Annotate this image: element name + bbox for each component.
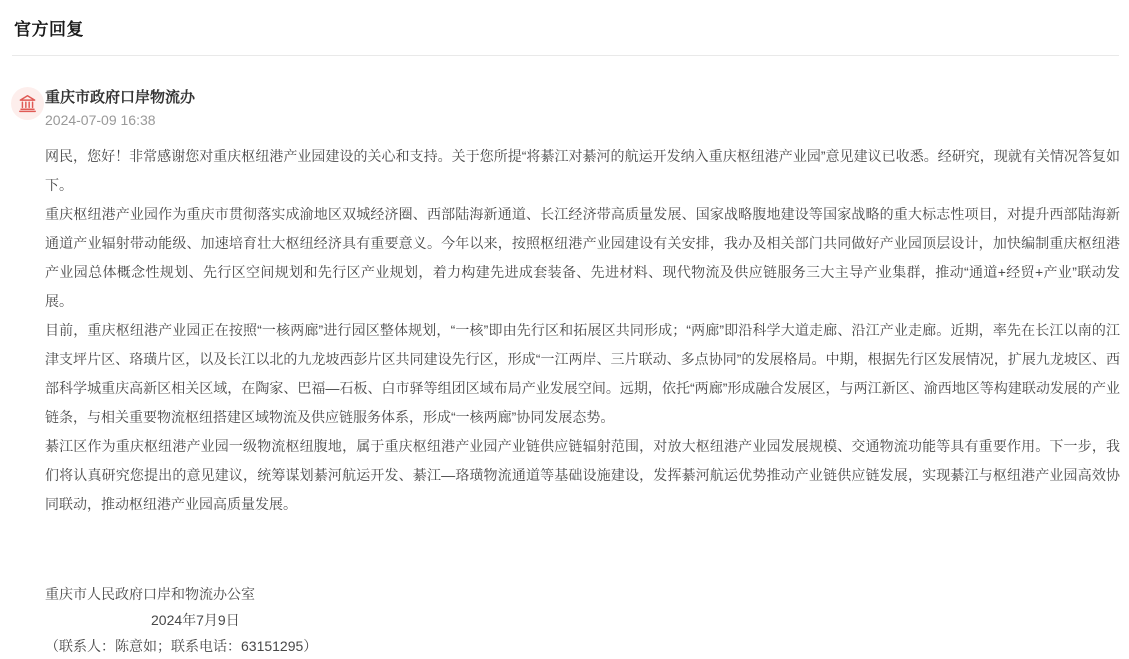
reply-main <box>45 87 1120 659</box>
reply-paragraph: 网民，您好！非常感谢您对重庆枢纽港产业园建设的关心和支持。关于您所提“将綦江对綦河的航运开发纳入重庆枢纽港产业园”意见建议已收悉。经研究，现就有关情况答复如下。 <box>45 148 1120 193</box>
signature-contact: （联系人：陈意如；联系电话：63151295） <box>45 638 318 654</box>
reply-paragraph: 綦江区作为重庆枢纽港产业园一级物流枢纽腹地，属于重庆枢纽港产业园产业链供应链辐射范围，对放大枢纽港产业园发展规模、交通物流功能等具有重要作用。下一步，我们将认真研究您提出的意见建议，统筹谋划綦河航运开发、綦江—珞璜物流通道等基础设施建设，发挥綦河航运优势推动产业链供应链发展，实现綦江与枢纽港产业园高效协同联动，推动枢纽港产业园高质量发展。 <box>45 438 1120 512</box>
reply-author: 重庆市政府口岸物流办 <box>45 89 196 106</box>
signature-org: 重庆市人民政府口岸和物流办公室 <box>45 586 255 602</box>
signature-block <box>45 581 1120 659</box>
avatar <box>11 87 44 120</box>
reply-datetime: 2024-07-09 16:38 <box>45 112 156 128</box>
reply-body <box>45 142 1120 519</box>
reply-paragraph: 重庆枢纽港产业园作为重庆市贯彻落实成渝地区双城经济圈、西部陆海新通道、长江经济带高质量发展、国家战略腹地建设等国家战略的重大标志性项目，对提升西部陆海新通道产业辐射带动能级、加速培育壮大枢纽经济具有重要意义。今年以来，按照枢纽港产业园建设有关安排，我办及相关部门共同做好产业园顶层设计，加快编制重庆枢纽港产业园总体概念性规划、先行区空间规划和先行区产业规划，着力构建先进成套装备、先进材料、现代物流及供应链服务三大主导产业集群，推动“通道+经贸+产业”联动发展。 <box>45 206 1120 309</box>
reply-card <box>11 56 1120 659</box>
page-title: 官方回复 <box>14 20 84 39</box>
reply-paragraph: 目前，重庆枢纽港产业园正在按照“一核两廊”进行园区整体规划，“一核”即由先行区和拓展区共同形成；“两廊”即沿科学大道走廊、沿江产业走廊。近期，率先在长江以南的江津支坪片区、珞璜片区，以及长江以北的九龙坡西彭片区共同建设先行区，形成“一江两岸、三片联动、多点协同”的发展格局。中期，根据先行区发展情况，扩展九龙坡区、西部科学城重庆高新区相关区域，在陶家、巴福—石板、白市驿等组团区域布局产业发展空间。远期，依托“两廊”形成融合发展区，与两江新区、渝西地区等构建联动发展的产业链条，与相关重要物流枢纽搭建区域物流及供应链服务体系，形成“一核两廊”协同发展态势。 <box>45 322 1120 425</box>
bank-icon <box>17 93 38 114</box>
signature-date: 2024年7月9日 <box>151 612 240 628</box>
